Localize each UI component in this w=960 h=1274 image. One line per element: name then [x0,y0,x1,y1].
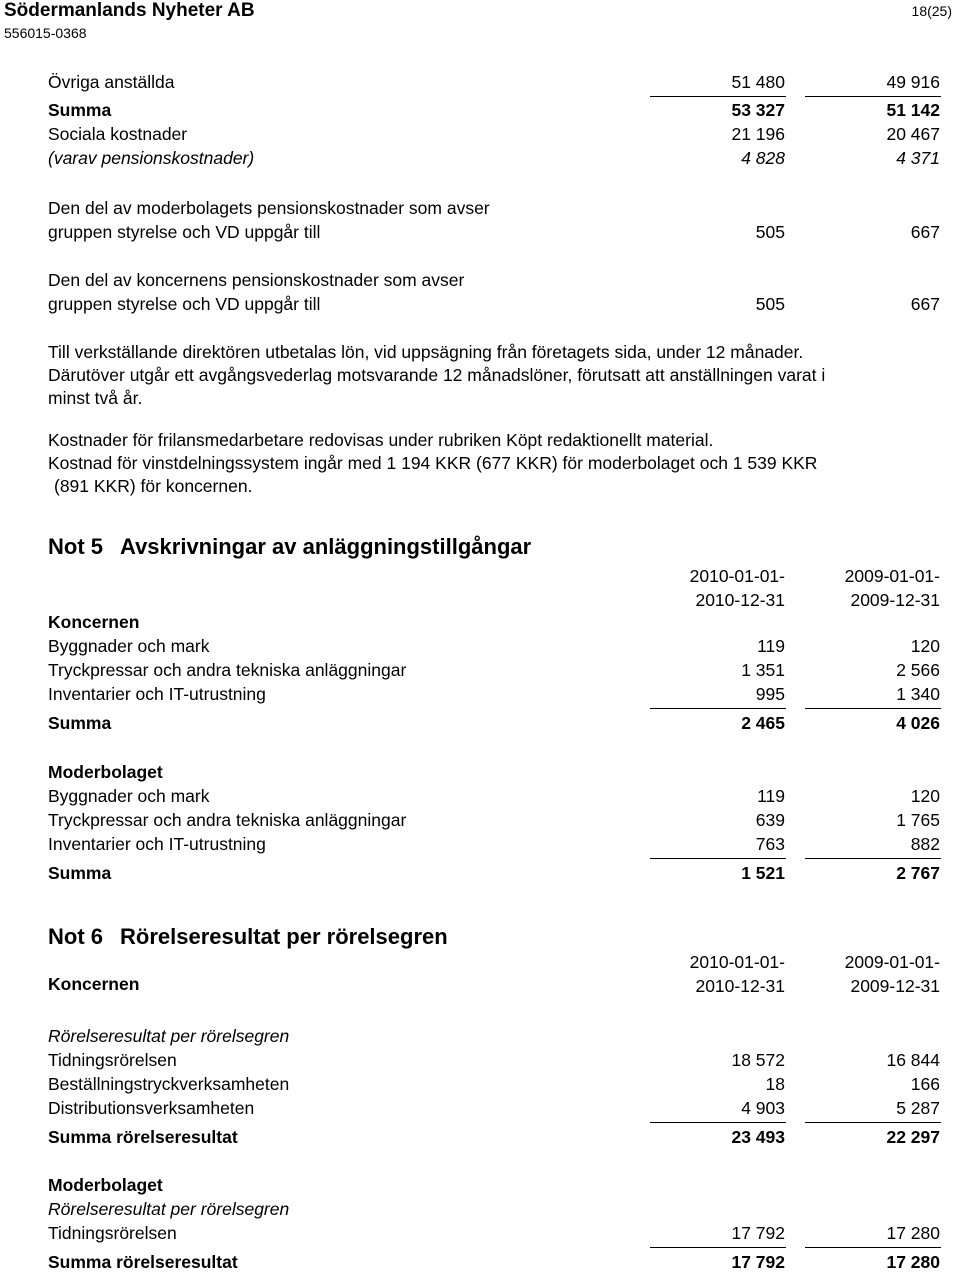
value-2010: 119 [757,636,785,656]
table-row [48,1048,940,1072]
value-2009: 2 566 [896,660,940,680]
note-title: Avskrivningar av anläggningstillgångar [120,534,532,559]
value-2010: 2 465 [741,713,785,733]
period-2009-start: 2009-01-01- [844,566,940,586]
summary-row [48,1250,940,1274]
period-header-row [48,588,940,612]
sum-rule [650,96,786,97]
row-label: Den del av moderbolagets pensionskostnader som avser [48,198,490,218]
value-2009: 166 [910,1074,940,1094]
summary-row [48,861,940,885]
row-label: Tidningsrörelsen [48,1223,177,1243]
value-2010: 23 493 [731,1127,785,1147]
sum-rule [650,708,786,709]
period-2009-end: 2009-12-31 [850,976,940,996]
row-label: Summa [48,713,112,733]
period-2010-end: 2010-12-31 [695,590,785,610]
value-2009: 667 [910,294,940,314]
table-row [48,832,940,856]
value-2010: 639 [755,810,785,830]
period-2009-end: 2009-12-31 [850,590,940,610]
period-2010-start: 2010-01-01- [689,952,785,972]
period-2009-start: 2009-01-01- [844,952,940,972]
value-2009: 49 916 [886,72,940,92]
value-2009: 5 287 [896,1098,940,1118]
row-label: Summa [48,100,112,120]
value-2009: 1 765 [896,810,940,830]
table-row [48,634,940,658]
org-number: 556015-0368 [4,25,87,41]
value-2010: 505 [755,222,785,242]
paragraph-line: (891 KKR) för koncernen. [54,476,253,496]
value-2009: 120 [910,786,940,806]
value-2010: 21 196 [731,124,785,144]
section-label: Moderbolaget [48,1175,163,1195]
section-label: Moderbolaget [48,762,163,782]
row-label: Distributionsverksamheten [48,1098,255,1118]
summary-row [48,98,940,122]
section-heading-parent [48,760,940,784]
pension-group-line2 [48,292,940,316]
value-2009: 17 280 [886,1223,940,1243]
pension-parent-line2 [48,220,940,244]
sum-rule [650,858,786,859]
summary-row [48,1125,940,1149]
period-2010-end: 2010-12-31 [695,976,785,996]
row-label: Rörelseresultat per rörelsegren [48,1026,290,1046]
note6-heading [48,923,448,951]
note-number: Not 5 [48,534,103,559]
value-2010: 4 828 [741,148,785,168]
value-2010: 17 792 [731,1252,785,1272]
value-2010: 51 480 [731,72,785,92]
row-label: Rörelseresultat per rörelsegren [48,1199,290,1219]
table-row [48,146,940,170]
value-2009: 2 767 [896,863,940,883]
table-row [48,784,940,808]
section-heading-parent [48,1173,940,1197]
row-label: Inventarier och IT-utrustning [48,684,266,704]
table-row [48,658,940,682]
value-2010: 53 327 [731,100,785,120]
period-header-row [48,564,940,588]
period-2010-start: 2010-01-01- [689,566,785,586]
value-2010: 763 [755,834,785,854]
sum-rule [805,1122,941,1123]
paragraph-line: Kostnad för vinstdelningssystem ingår med 1 194 KKR (677 KKR) för moderbolaget och 1 539 KKR [48,453,818,473]
pension-group-line1 [48,268,940,292]
table-row [48,1096,940,1120]
value-2009: 120 [910,636,940,656]
page-number: 18(25) [911,3,952,19]
table-row [48,808,940,832]
value-2010: 1 521 [741,863,785,883]
value-2010: 18 [765,1074,785,1094]
row-label: Inventarier och IT-utrustning [48,834,266,854]
summary-row [48,711,940,735]
table-row [48,1221,940,1245]
row-label: gruppen styrelse och VD uppgår till [48,294,321,314]
sum-rule [805,708,941,709]
value-2009: 17 280 [886,1252,940,1272]
value-2010: 18 572 [731,1050,785,1070]
value-2009: 20 467 [886,124,940,144]
table-row [48,122,940,146]
value-2009: 882 [910,834,940,854]
paragraph-line: Till verkställande direktören utbetalas lön, vid uppsägning från företagets sida, under 12 månader. [48,342,804,362]
company-name: Södermanlands Nyheter AB [4,0,255,21]
row-label: Beställningstryckverksamheten [48,1074,290,1094]
value-2010: 4 903 [741,1098,785,1118]
value-2009: 1 340 [896,684,940,704]
section-subheading [48,1024,940,1048]
row-label: Tryckpressar och andra tekniska anläggningar [48,660,407,680]
row-label: Den del av koncernens pensionskostnader som avser [48,270,465,290]
sum-rule [805,858,941,859]
note-title: Rörelseresultat per rörelsegren [120,924,448,949]
row-label: Summa rörelseresultat [48,1252,238,1272]
section-heading-group [48,972,940,996]
ceo-severance-paragraph [48,341,940,410]
value-2010: 995 [755,684,785,704]
row-label: Tidningsrörelsen [48,1050,177,1070]
value-2009: 667 [910,222,940,242]
section-label: Koncernen [48,974,140,994]
table-row [48,1072,940,1096]
value-2009: 16 844 [886,1050,940,1070]
table-row [48,70,940,94]
row-label: (varav pensionskostnader) [48,148,255,168]
freelance-paragraph [48,429,940,498]
row-label: gruppen styrelse och VD uppgår till [48,222,321,242]
section-subheading [48,1197,940,1221]
value-2009: 4 371 [896,148,940,168]
sum-rule [805,1247,941,1248]
value-2010: 505 [755,294,785,314]
period-header-row [48,950,940,974]
sum-rule [650,1247,786,1248]
sum-rule [805,96,941,97]
section-label: Koncernen [48,612,140,632]
row-label: Byggnader och mark [48,786,210,806]
paragraph-line: Kostnader för frilansmedarbetare redovisas under rubriken Köpt redaktionellt material. [48,430,714,450]
row-label: Byggnader och mark [48,636,210,656]
value-2009: 22 297 [886,1127,940,1147]
paragraph-line: Därutöver utgår ett avgångsvederlag motsvarande 12 månadslöner, förutsatt att anställningen varat i [48,365,826,385]
row-label: Summa [48,863,112,883]
row-label: Sociala kostnader [48,124,188,144]
value-2010: 1 351 [741,660,785,680]
note-number: Not 6 [48,924,103,949]
sum-rule [650,1122,786,1123]
pension-parent-line1 [48,196,940,220]
section-heading-group [48,610,940,634]
value-2010: 119 [757,786,785,806]
value-2010: 17 792 [731,1223,785,1243]
row-label: Summa rörelseresultat [48,1127,238,1147]
note5-heading [48,533,531,561]
row-label: Tryckpressar och andra tekniska anläggningar [48,810,407,830]
value-2009: 4 026 [896,713,940,733]
paragraph-line: minst två år. [48,388,143,408]
table-row [48,682,940,706]
row-label: Övriga anställda [48,72,175,92]
value-2009: 51 142 [886,100,940,120]
